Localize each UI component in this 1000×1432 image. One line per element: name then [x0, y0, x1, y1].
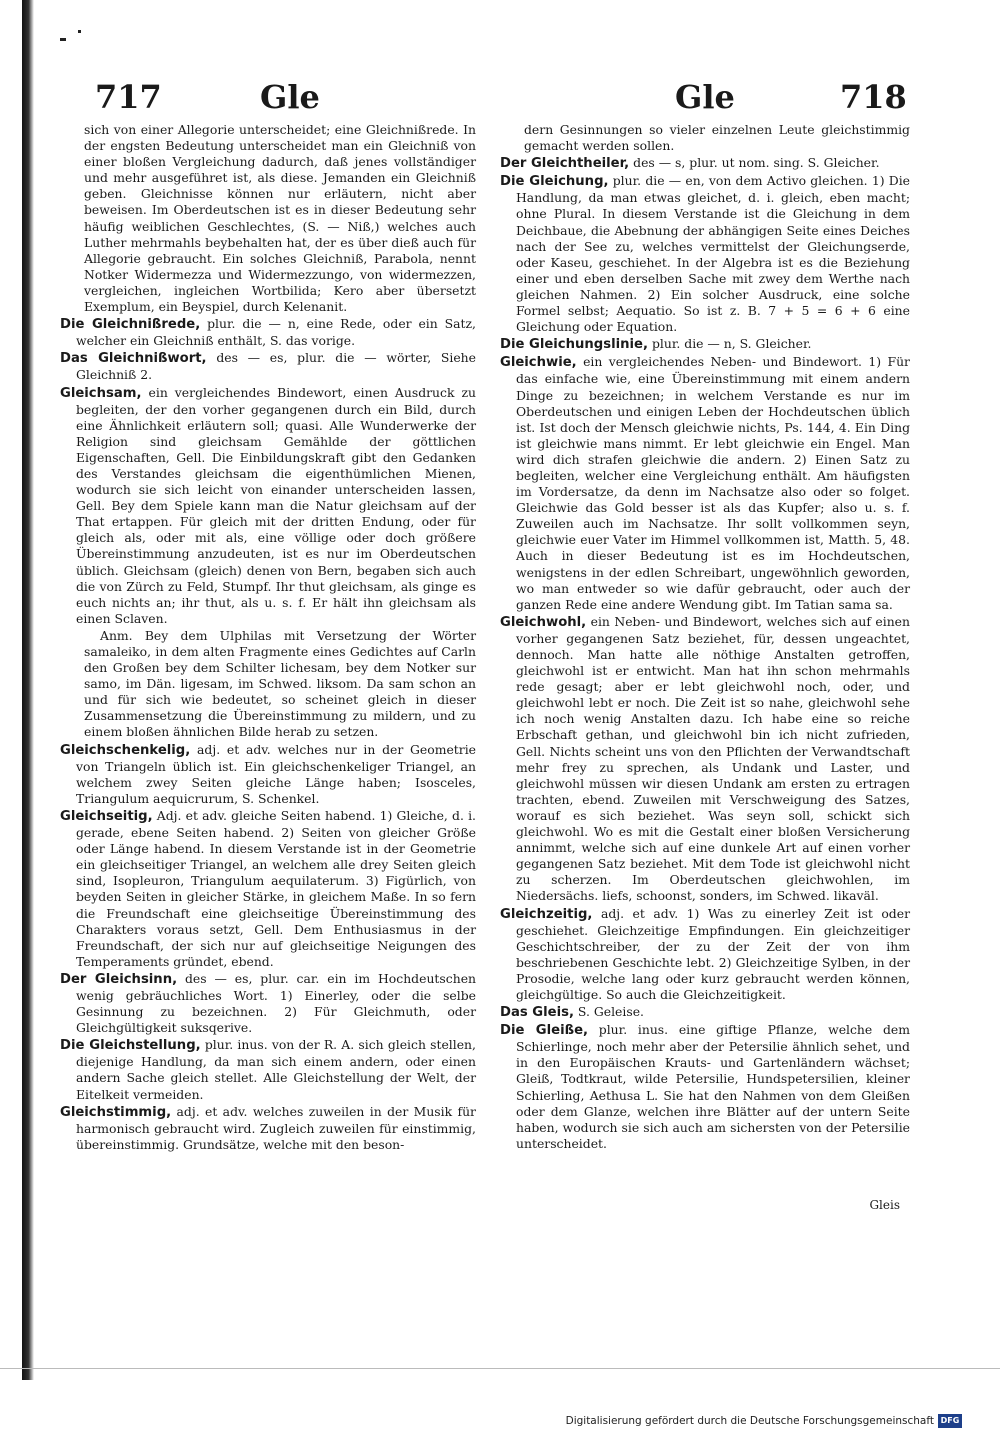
dictionary-entry: [60, 628, 476, 741]
entry-text: Anm. Bey dem Ulphilas mit Versetzung der Wörter samaleiko, in dem alten Fragmente eines Gedichtes auf Carln den Großen bey dem Schilter lichesam, bey dem Notker sur samo, im Dän. ligesam, im Schwed. liksom. Da sam schon an und für sich wie bedeutet, so scheinet gleich in dieser Zusammensetzung die Übereinstimmung zu mildern, und zu einem bloßen ähnlichen Bilde herab zu setzen.: [84, 627, 476, 740]
dictionary-entry: [500, 173, 910, 335]
right-column: [500, 122, 910, 1153]
entry-headword: Gleichschenkelig,: [60, 742, 191, 758]
entry-headword: Die Gleichnißrede,: [60, 317, 201, 333]
entry-headword: Der Gleichsinn,: [60, 971, 178, 987]
entry-headword: Gleichwohl,: [500, 614, 587, 630]
dictionary-entry: [60, 316, 476, 349]
digitization-credit: Digitalisierung gefördert durch die Deutsche Forschungsgemeinschaft: [565, 1415, 934, 1427]
entry-text: plur. die — n, eine Rede, oder ein Satz, welcher ein Gleichniß enthält, S. das vorige.: [76, 316, 476, 349]
entry-text: des — es, plur. die — wörter, Siehe Gleichniß 2.: [76, 350, 476, 383]
dictionary-entry: [60, 971, 476, 1036]
page-header: [60, 78, 920, 128]
page-number-right: 718: [840, 78, 907, 116]
entry-headword: Gleichsam,: [60, 385, 142, 401]
dictionary-entry: [60, 1037, 476, 1102]
dfg-logo: [938, 1414, 962, 1428]
entry-headword: Gleichseitig,: [60, 808, 153, 824]
entry-text: des — es, plur. car. ein im Hochdeutschen wenig gebräuchliches Wort. 1) Einerley, oder die selbe Gesinnung zu bezeichnen. 2) Für Gleichmuth, oder Gleichgültigkeit suksqerive.: [76, 970, 477, 1036]
dictionary-entry: [500, 336, 910, 353]
entry-text: adj. et adv. 1) Was zu einerley Zeit ist oder geschiehet. Gleichzeitige Empfindungen. Ein gleichzeitiger Geschichtschreiber, der zu der Zeit der von ihm beschriebenen Geschichte lebt. 2) Gleichzeitige Sylben, in der Prosodie, welche lang oder kurz gebraucht werden können, gleichgültige. So auch die Gleichzeitigkeit.: [516, 905, 910, 1002]
entry-text: plur. inus. von der R. A. sich gleich stellen, diejenige Handlung, da man sich einem andern, oder einen andern Sache gleich stellet. Alle Gleichstellung der Welt, der Eitelkeit vermeiden.: [76, 1037, 476, 1102]
dictionary-entry: [500, 155, 910, 172]
entry-text: ein vergleichendes Bindewort, einen Ausdruck zu begleiten, der den vorher gegangenen durch ein Bild, durch eine Ähnlichkeit erläutern soll; quasi. Alle Wunderwerke der Religion sind gleichsam Gemählde der göttlichen Eigenschaften, Gell. Die Einbildungskraft gibt den Gedanken des Verstandes gleichsam die eigenthümlichen Mienen, wodurch sie sich leicht von einander unterscheiden lassen, Gell. Bey dem Spiele kann man die Natur gleichsam auf der That ertappen. Für gleich mit der dritten Endung, oder für gleich als, oder mit als, eine völlige oder doch größere Übereinstimmung anzudeuten, ist es nur im Oberdeutschen üblich. Gleichsam (gleich) denen von Bern, begaben sich auch die von Zürch zu Feld, Stumpf. Ihr thut gleichsam, als ginge es euch nichts an; ihr thut, als u. s. f. Er hält ihn gleichsam als einen Sclaven.: [76, 384, 476, 626]
entry-text: dern Gesinnungen so vieler einzelnen Leute gleichstimmig gemacht werden sollen.: [524, 122, 910, 154]
scan-edge: [22, 0, 34, 1380]
entry-headword: Die Gleichstellung,: [60, 1038, 201, 1054]
entry-text: ein Neben- und Bindewort, welches sich auf einen vorher gegangenen Satz beziehet, für, dessen ungeachtet, dennoch. Man hatte alle nöthige Anstalten getroffen, gleichwohl ist er entwicht. Man hat ihn schon mehrmahls rede gesagt; aber er lebt gleichwohl noch, oder, und gleichwohl lebt er noch. Die Zeit ist so nahe, gleichwohl sehe ich noch wenig Anstalten dazu. Ich habe eine so reiche Erbschaft gethan, und gleichwohl bin ich nicht zufrieden, Gell. Nichts scheint uns von den Pflichten der Verwandtschaft mehr frey zu sprechen, als Undank und Laster, und gleichwohl müssen wir diesen Undank am ersten zu ertragen trachten, ebend. Zuweilen mit Verschweigung des Satzes, worauf es sich beziehet. Was seyn soll, schickt sich gleichwohl. Wo es mit die Gestalt einer bloßen Versicherung annimmt, welche sich auf eine dunkele Art auf einen vorher gegangenen Satz beziehet. Mit dem Tode ist gleichwohl nicht zu scherzen. Im Oberdeutschen gleichwohlen, im Niedersächs. liefs, schoonst, sonders, im Schwed. likaväl.: [516, 613, 910, 904]
entry-text: plur. die — en, von dem Activo gleichen. 1) Die Handlung, da man etwas gleichet, d. i. gleich, eben macht; ohne Plural. In diesem Verstande ist die Gleichung in dem Deichbaue, die Abebnung der abhängigen Seite eines Deiches nach der See zu, welches vermittelst der Gleichungserde, oder Kaseu, geschiehet. In der Algebra ist es die Beziehung einer und eben derselben Sache mit zwey dem Werthe nach gleichen Nahmen. 2) Ein solcher Ausdruck, eine solche Formel selbst; Aequatio. So ist z. B. 7 + 5 = 6 + 6 eine Gleichung oder Equation.: [516, 173, 910, 335]
entry-headword: Der Gleichtheiler,: [500, 156, 630, 172]
dictionary-entry: [60, 350, 476, 383]
dictionary-entry: [60, 122, 476, 315]
dictionary-entry: [500, 354, 910, 613]
catchword: Gleis: [869, 1198, 900, 1212]
entry-headword: Gleichstimmig,: [60, 1104, 172, 1120]
scan-speck: [60, 38, 66, 41]
running-headword-right: Gle: [675, 78, 735, 116]
digitization-footer: [566, 1414, 962, 1428]
dfg-logo-text: DFG: [940, 1416, 960, 1425]
entry-headword: Die Gleichungslinie,: [500, 337, 648, 353]
entry-text: adj. et adv. welches zuweilen in der Musik für harmonisch gebraucht wird. Zugleich zuweilen für einstimmig, übereinstimmig. Grundsätze, welche mit den beson-: [76, 1103, 476, 1152]
entry-headword: Die Gleiße,: [500, 1023, 589, 1039]
dictionary-entry: [60, 1104, 476, 1153]
dictionary-entry: [500, 906, 910, 1004]
entry-headword: Gleichwie,: [500, 355, 577, 371]
page-number-left: 717: [95, 78, 162, 116]
dictionary-entry: [500, 614, 910, 905]
entry-text: adj. et adv. welches nur in der Geometrie von Triangeln üblich ist. Ein gleichschenkeliger Triangel, an welchem zwey Seiten gleiche Länge haben; Isosceles, Triangulum aequicrurum, S. Schenkel.: [76, 741, 476, 806]
running-headword-left: Gle: [260, 78, 320, 116]
dictionary-entry: [60, 385, 476, 627]
dictionary-entry: [60, 808, 476, 970]
entry-text: S. Geleise.: [577, 1004, 644, 1020]
entry-text: sich von einer Allegorie unterscheidet; eine Gleichnißrede. In der engsten Bedeutung unterscheidet man ein Gleichniß von einer bloßen Vergleichung dadurch, daß jenes vollständiger und mehr ausgeführet ist, als diese. Jemanden ein Gleichniß geben. Gleichnisse können nur erläutern, nicht aber beweisen. Im Oberdeutschen ist es in dieser Bedeutung sehr häufig weiblichen Geschlechtes, (S. — Niß,) welches auch Luther mehrmahls beybehalten hat, der es über dieß auch für Allegorie gebraucht. Ein solches Gleichniß, Parabola, nennt Notker Widermezza und Widermezzungo, von widermezzen, vergleichen, ingleichen Wortbilida; Kero aber übersetzt Exemplum, ein Beyspiel, durch Kelenanit.: [84, 122, 476, 315]
dictionary-entry: [500, 1004, 910, 1021]
entry-text: ein vergleichendes Neben- und Bindewort. 1) Für das einfache wie, eine Übereinstimmung mit einem andern Dinge zu bezeichnen; in welchem Verstande es nur im Oberdeutschen und einigen Leben der Hochdeutschen üblich ist. Ist doch der Mensch gleichwie nichts, Ps. 144, 4. Ein Ding ist gleichwie mans nimmt. Er lebt gleichwie ein Engel. Man wird dich strafen gleichwie die andern. 2) Einen Satz zu begleiten, welcher eine Vergleichung enthält. Am häufigsten im Vordersatze, da denn im Nachsatze also oder so folget. Gleichwie das Gold besser ist als das Kupfer; also u. s. f. Zuweilen auch im Nachsatze. Ihr sollt vollkommen seyn, gleichwie euer Vater im Himmel vollkommen ist, Matth. 5, 48. Auch in dieser Bedeutung ist es im Hochdeutschen, wenigstens in der edlen Schreibart, ungewöhnlich geworden, wo man entweder so wie dafür gebraucht, oder auch der ganzen Rede eine andere Wendung gibt. Im Tatian sama sa.: [516, 354, 910, 612]
dictionary-entry: [500, 122, 910, 154]
scan-footer-rule: [0, 1368, 1000, 1369]
scan-speck: [78, 30, 81, 33]
entry-headword: Die Gleichung,: [500, 174, 609, 190]
left-column: [60, 122, 476, 1154]
entry-text: plur. inus. eine giftige Pflanze, welche dem Schierlinge, noch mehr aber der Petersilie ähnlich sehet, und in den Europäischen Krauts- und Gartenländern wächset; Gleiß, Todtkraut, wilde Petersilie, Hundspetersilien, kleiner Schierling, Aethusa L. Sie hat den Nahmen von dem Gleißen oder dem Glanze, welchen ihre Blätter auf der untern Seite haben, wodurch sie sich auch am sichersten von der Petersilie unterscheidet.: [516, 1022, 910, 1151]
entry-headword: Das Gleis,: [500, 1005, 574, 1021]
entry-headword: Gleichzeitig,: [500, 906, 593, 922]
entry-text: des — s, plur. ut nom. sing. S. Gleicher.: [633, 155, 880, 171]
dictionary-entry: [60, 742, 476, 807]
dictionary-entry: [500, 1022, 910, 1152]
entry-headword: Das Gleichnißwort,: [60, 351, 207, 367]
entry-text: plur. die — n, S. Gleicher.: [651, 336, 812, 352]
entry-text: Adj. et adv. gleiche Seiten habend. 1) Gleiche, d. i. gerade, ebene Seiten habend. 2) Seiten von gleicher Größe oder Länge habend. In diesem Verstande ist in der Geometrie ein gleichseitiger Triangel, an welchem alle drey Seiten gleich sind, Isopleuron, Triangulum aequilaterum. 3) Figürlich, von beyden Seiten in gleicher Stärke, in gleichem Maße. In so fern die Freundschaft eine gleichseitige Übereinstimmung des Charakters voraus setzt, Gell. Dem Enthusiasmus in der Freundschaft, der sich nur auf gleichseitige Neigungen des Temperaments gründet, ebend.: [76, 807, 476, 969]
